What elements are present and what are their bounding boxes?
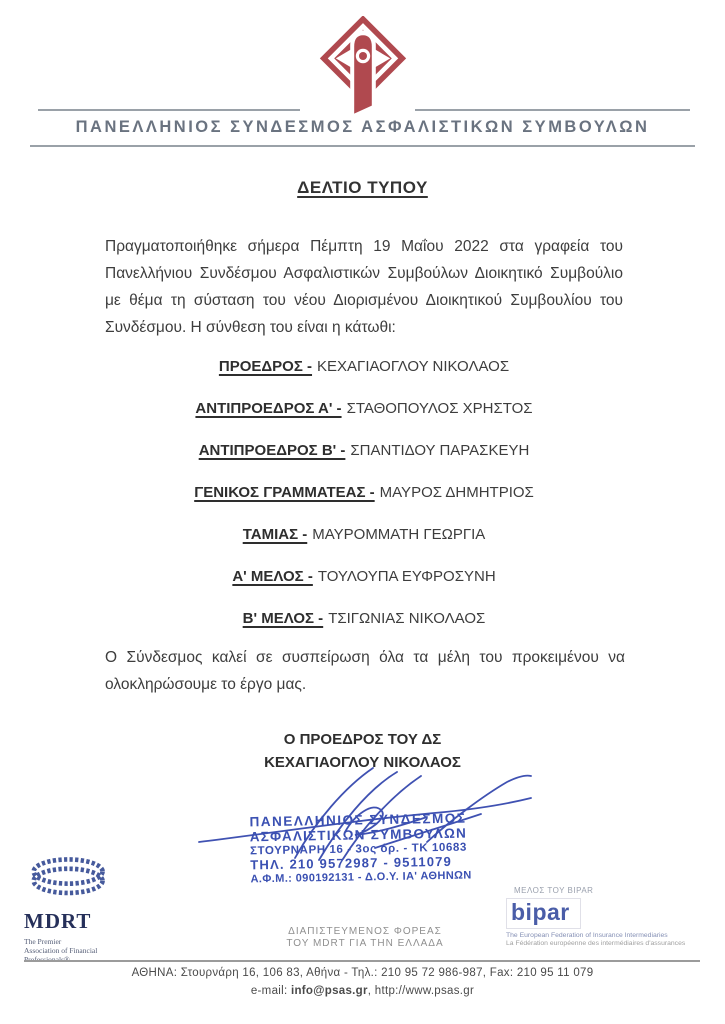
stamp-line-3: ΣΤΟΥΡΝΑΡΗ 16 - 3ος όρ. - ΤΚ 10683	[249, 841, 468, 858]
press-title: ΔΕΛΤΙΟ ΤΥΠΟΥ	[297, 178, 428, 197]
board-role: ΓΕΝΙΚΟΣ ΓΡΑΜΜΑΤΕΑΣ -	[194, 484, 375, 501]
bipar-wordmark: bipar	[511, 899, 570, 925]
accreditation-line: ΤΟΥ MDRT ΓΙΑ ΤΗΝ ΕΛΛΑΔΑ	[286, 937, 444, 949]
mdrt-logo-icon	[24, 852, 116, 906]
board-role: ΠΡΟΕΔΡΟΣ -	[218, 358, 313, 375]
stamp-line-1: ΠΑΝΕΛΛΗΝΙΟΣ ΣΥΝΔΕΣΜΟΣ	[249, 810, 467, 830]
board-row	[105, 358, 623, 400]
email-text: info@psas.gr	[290, 985, 368, 997]
closing-paragraph: Ο Σύνδεσμος καλεί σε συσπείρωση όλα τα μέλη του προκειμένου να ολοκληρώσουμε το έργο μας.	[105, 649, 625, 693]
board-member-name: ΜΑΥΡΟΜΜΑΤΗ ΓΕΩΡΓΙΑ	[312, 526, 486, 543]
board-row	[105, 484, 623, 526]
board-member-name: ΤΣΙΓΩΝΙΑΣ ΝΙΚΟΛΑΟΣ	[328, 610, 486, 627]
board-row	[105, 568, 623, 610]
board-member-name: ΚΕΧΑΓΙΑΟΓΛΟΥ ΝΙΚΟΛΑΟΣ	[317, 358, 510, 375]
board-role: ΑΝΤΙΠΡΟΕΔΡΟΣ Β' -	[198, 442, 346, 459]
board-role: Β' ΜΕΛΟΣ -	[242, 610, 324, 627]
board-member-name: ΤΟΥΛΟΥΠΑ ΕΥΦΡΟΣΥΝΗ	[317, 568, 496, 585]
mdrt-wordmark: MDRT	[24, 909, 92, 933]
board-list	[105, 358, 623, 652]
header-rule-left	[38, 109, 300, 111]
board-role: ΤΑΜΙΑΣ -	[242, 526, 308, 543]
accreditation-line: ΔΙΑΠΙΣΤΕΥΜΕΝΟΣ ΦΟΡΕΑΣ	[288, 926, 442, 937]
footer-address: ΑΘΗΝΑ: Στουρνάρη 16, 106 83, Αθήνα - Τηλ.: 210 95 72 986-987, Fax: 210 95 11 079	[131, 967, 594, 979]
bipar-block	[506, 886, 718, 948]
bipar-member-label: ΜΕΛΟΣ ΤΟΥ BIPAR	[514, 886, 594, 895]
org-name: ΠΑΝΕΛΛΗΝΙΟΣ ΣΥΝΔΕΣΜΟΣ ΑΣΦΑΛΙΣΤΙΚΩΝ ΣΥΜΒΟΥΛΩΝ	[75, 118, 650, 136]
contact-separator: ,	[367, 985, 375, 997]
mdrt-block	[24, 852, 154, 964]
signature-heading-role: Ο ΠΡΟΕΔΡΟΣ ΤΟΥ ΔΣ	[283, 731, 442, 748]
board-member-name: ΣΠΑΝΤΙΔΟΥ ΠΑΡΑΣΚΕΥΗ	[350, 442, 530, 459]
stamp-line-5: Α.Φ.Μ.: 090192131 - Δ.Ο.Υ. ΙΑ' ΑΘΗΝΩΝ	[250, 869, 472, 886]
board-row	[105, 442, 623, 484]
psas-logo-icon	[319, 16, 407, 120]
website-text: http://www.psas.gr	[374, 985, 475, 997]
footer-contact	[0, 985, 725, 997]
stamp-line-4: ΤΗΛ. 210 9572987 - 9511079	[250, 853, 453, 873]
bipar-subtitle-en: The European Federation of Insurance Intermediaries	[506, 932, 668, 939]
board-member-name: ΣΤΑΘΟΠΟΥΛΟΣ ΧΡΗΣΤΟΣ	[346, 400, 533, 417]
board-row	[105, 526, 623, 568]
footer-rule	[24, 960, 700, 962]
bipar-subtitles	[506, 932, 718, 948]
intro-paragraph: Πραγματοποιήθηκε σήμερα Πέμπτη 19 Μαΐου 2022 στα γραφεία του Πανελλήνιου Συνδέσμου Ασφαλιστικών Συμβούλων Διοικητικό Συμβούλιο με θέμα τη σύσταση του νέου Διορισμένου Διοικητικού Συμβουλίου του Συνδέσμου. Η σύνθεση του είναι η κάτωθι:	[105, 238, 623, 336]
signature-heading-name: ΚΕΧΑΓΙΑΟΓΛΟΥ ΝΙΚΟΛΑΟΣ	[264, 754, 461, 771]
board-member-name: ΜΑΥΡΟΣ ΔΗΜΗΤΡΙΟΣ	[379, 484, 534, 501]
board-role: Α' ΜΕΛΟΣ -	[232, 568, 313, 585]
email-prefix: e-mail:	[250, 985, 291, 997]
board-row	[105, 400, 623, 442]
mdrt-tagline-line: The Premier	[24, 937, 62, 946]
mdrt-accreditation-note	[225, 926, 505, 949]
board-role: ΑΝΤΙΠΡΟΕΔΡΟΣ Α' -	[195, 400, 342, 417]
bipar-logo	[506, 898, 581, 929]
header-rule-right	[415, 109, 690, 111]
header-rule-bottom	[30, 145, 695, 147]
stamp-line-2: ΑΣΦΑΛΙΣΤΙΚΩΝ ΣΥΜΒΟΥΛΩΝ	[249, 825, 468, 845]
stamp	[249, 810, 520, 887]
bipar-subtitle-fr: La Fédération européenne des intermédiaires d'assurances	[506, 940, 686, 947]
mdrt-tagline-line: Association of Financial	[24, 946, 98, 955]
